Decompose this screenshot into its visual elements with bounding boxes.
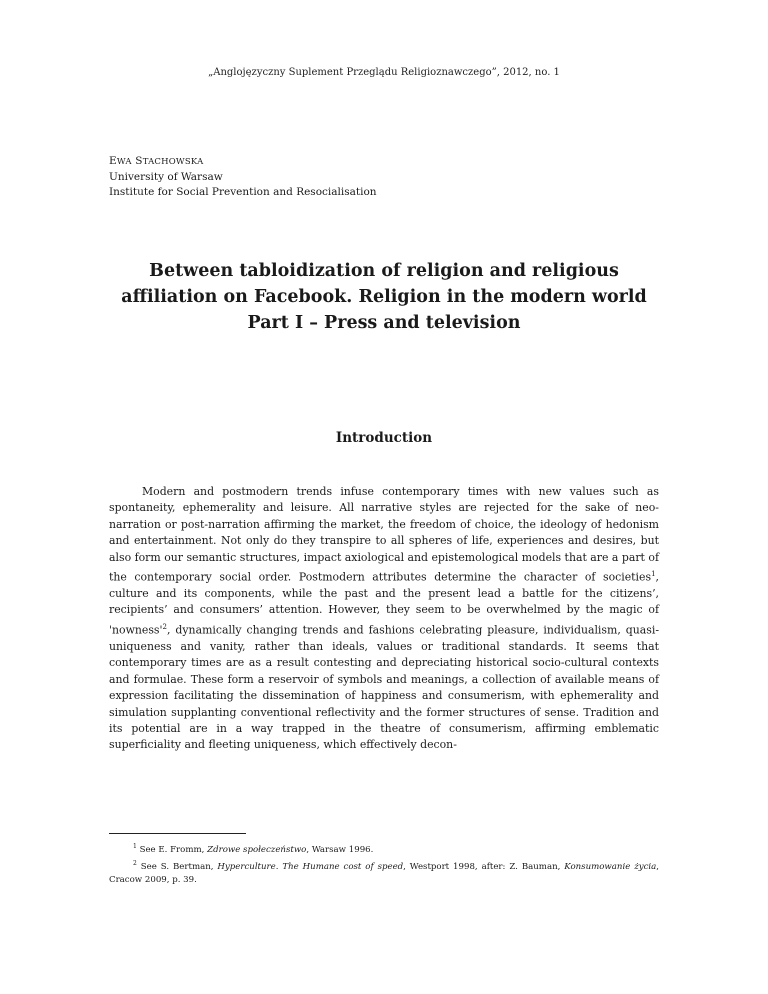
footnote-2: $^2$ See S. Bertman, Hyperculture. The Humane cost of speed, Westport 1998, after: Z. Bauman, Konsumowanie życia, Cracow 2009, p. 39. <box>109 859 660 885</box>
section-heading-introduction: Introduction <box>335 430 433 446</box>
author-block <box>109 154 377 200</box>
paper-title <box>80 258 688 336</box>
footnote-divider <box>109 833 246 834</box>
body-paragraph: Modern and postmodern trends infuse contemporary times with new values such as spontaneity, ephemerality and leisure. All narrative styles are rejected for the sake of neo-narration or post-narration affirming the market, the freedom of choice, the ideology of hedonism and entertainment. Not only do they transpire to all spheres of life, experiences and desires, but also form our semantic structures, impact axiological and epistemological models that are a part of the contemporary social order. Postmodern attributes determine the character of societies$^1$, culture and its components, while the past and the present lead a battle for the citizens’, recipients’ and consumers’ attention. However, they seem to be overwhelmed by the magic of '$nowness'^2$, dynamically changing trends and fashions celebrating pleasure, individualism, quasi-uniqueness and vanity, rather than ideals, values or traditional standards. It seems that contemporary times are as a result contesting and depreciating historical socio-cultural contexts and formulae. These form a reservoir of symbols and meanings, a collection of available means of expression facilitating the dissemination of happiness and consumerism, with ephemerality and simulation supplanting conventional reflectivity and the former structures of sense. Tradition and its potential are in a way trapped in the theatre of consumerism, affirming emblematic superficiality and fleeting uniqueness, which effectively decon- <box>109 485 659 752</box>
author-affiliation-university: University of Warsaw <box>109 171 223 183</box>
footnote-1: $^1$ See E. Fromm, Zdrowe społeczeństwo, Warsaw 1996. <box>133 843 374 855</box>
footnote-ref-2[interactable]: 2 <box>162 622 167 631</box>
title-line-2: affiliation on Facebook. Religion in the modern world <box>121 287 647 307</box>
running-header: „Anglojęzyczny Suplement Przeglądu Religioznawczego”, 2012, no. 1 <box>208 67 560 78</box>
author-name: EWA STACHOWSKA <box>109 155 204 167</box>
title-line-3: Part I – Press and television <box>247 313 521 333</box>
author-affiliation-institute: Institute for Social Prevention and Resocialisation <box>109 186 377 198</box>
footnotes <box>109 840 659 887</box>
footnote-ref-1[interactable]: 1 <box>651 570 656 579</box>
title-line-1: Between tabloidization of religion and religious <box>149 261 619 281</box>
